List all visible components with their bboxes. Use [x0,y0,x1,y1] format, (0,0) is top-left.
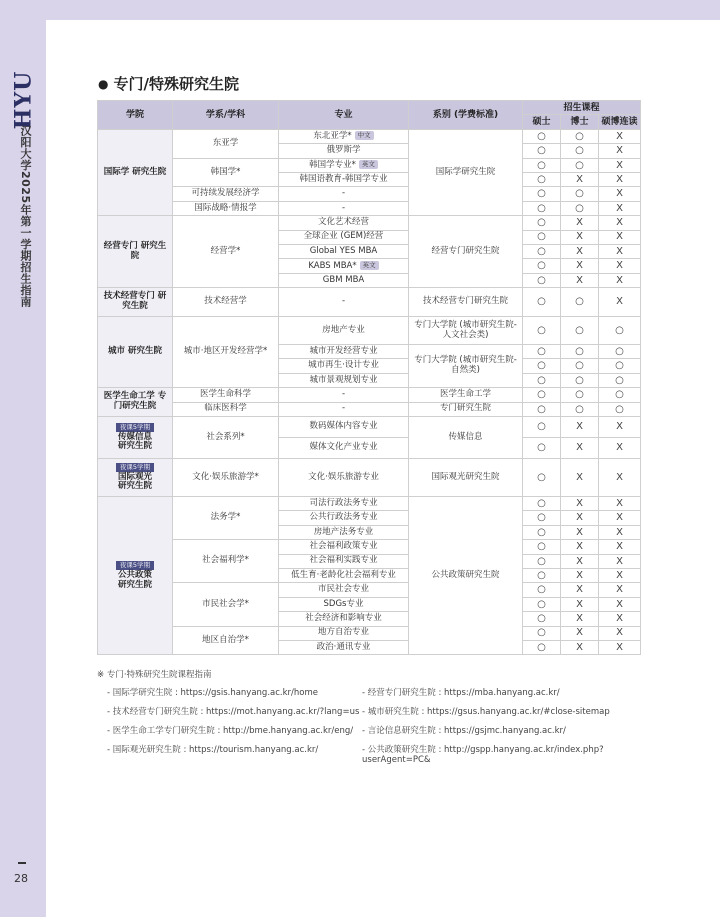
combined-mark: X [599,525,641,539]
doctor-mark: ○ [561,187,599,201]
major-cell: 文化艺术经营 [279,216,409,230]
table-row [98,459,641,497]
combined-mark: X [599,583,641,597]
master-mark: ○ [523,626,561,640]
master-mark: ○ [523,359,561,373]
major-cell: 市民社会专业 [279,583,409,597]
english-badge: 英文 [359,160,378,169]
major-cell: 全球企业 (GEM)经营 [279,230,409,244]
master-mark: ○ [523,129,561,143]
dept-cell: 韩国学* [173,158,279,187]
master-mark: ○ [523,583,561,597]
doctor-mark: X [561,417,599,438]
doctor-mark: ○ [561,373,599,387]
major-cell: 韩国学专业* 英文 [279,158,409,172]
combined-mark: X [599,417,641,438]
dept-cell: 社会福利学* [173,540,279,583]
combined-mark: X [599,568,641,582]
major-cell: 政治·通讯专业 [279,640,409,654]
english-badge: 英文 [360,261,379,270]
header-combined: 硕博连读 [599,115,641,129]
series-cell: 经营专门研究生院 [409,216,523,288]
combined-mark: X [599,144,641,158]
table-row [98,317,641,345]
header-master: 硕士 [523,115,561,129]
doctor-mark: X [561,511,599,525]
table-row [98,540,641,554]
section-title-text: 专门/特殊研究生院 [113,75,239,93]
hyu-logo: HYU [10,70,36,130]
combined-mark: X [599,201,641,215]
doctor-mark: X [561,259,599,273]
series-cell: 专门研究生院 [409,402,523,416]
notes-links [97,686,657,765]
major-cell: 数码媒体内容专业 [279,417,409,438]
doctor-mark: ○ [561,402,599,416]
combined-mark: X [599,626,641,640]
combined-mark: X [599,540,641,554]
master-mark: ○ [523,612,561,626]
major-cell: SDGs专业 [279,597,409,611]
night-badge: 夜课5学期 [116,423,154,432]
master-mark: ○ [523,259,561,273]
doctor-mark: X [561,626,599,640]
major-cell: 司法行政法务专业 [279,497,409,511]
master-mark: ○ [523,511,561,525]
table-row [98,417,641,438]
major-cell: KABS MBA* 英文 [279,259,409,273]
major-cell: - [279,201,409,215]
major-cell: 房地产法务专业 [279,525,409,539]
master-mark: ○ [523,597,561,611]
combined-mark: X [599,259,641,273]
combined-mark: X [599,230,641,244]
table-row [98,288,641,317]
master-mark: ○ [523,144,561,158]
doctor-mark: X [561,216,599,230]
master-mark: ○ [523,345,561,359]
major-cell: 房地产专业 [279,317,409,345]
table-row [98,201,641,215]
dept-cell: 国际战略·情报学 [173,201,279,215]
major-cell: 城市再生·设计专业 [279,359,409,373]
dept-cell: 社会系列* [173,417,279,459]
master-mark: ○ [523,317,561,345]
master-mark: ○ [523,554,561,568]
dept-cell: 法务学* [173,497,279,540]
table-row [98,187,641,201]
combined-mark: X [599,459,641,497]
major-cell: 文化·娱乐旅游专业 [279,459,409,497]
master-mark: ○ [523,459,561,497]
doctor-mark: X [561,554,599,568]
master-mark: ○ [523,540,561,554]
combined-mark: X [599,554,641,568]
doctor-mark: X [561,597,599,611]
top-color-band [0,0,720,20]
master-mark: ○ [523,373,561,387]
doctor-mark: X [561,273,599,287]
table-row [98,388,641,402]
section-title [98,73,239,94]
combined-mark: ○ [599,359,641,373]
major-cell: 东北亚学* 中文 [279,129,409,143]
doctor-mark: ○ [561,144,599,158]
master-mark: ○ [523,388,561,402]
doctor-mark: ○ [561,158,599,172]
combined-mark: X [599,597,641,611]
master-mark: ○ [523,216,561,230]
major-cell: - [279,288,409,317]
college-cell: 经营专门 研究生院 [98,216,173,288]
combined-mark: X [599,511,641,525]
doctor-mark: ○ [561,359,599,373]
master-mark: ○ [523,417,561,438]
header-doctor: 博士 [561,115,599,129]
master-mark: ○ [523,201,561,215]
combined-mark: X [599,216,641,230]
combined-mark: X [599,158,641,172]
major-cell: - [279,402,409,416]
table-row [98,158,641,172]
series-cell: 国际学研究生院 [409,129,523,215]
bullet-icon: ● [98,76,109,91]
dept-cell: 可持续发展经济学 [173,187,279,201]
link-gsjmc[interactable]: - 言论信息研究生院 : https://gsjmc.hanyang.ac.kr/ [362,726,566,736]
dept-cell: 文化·娱乐旅游学* [173,459,279,497]
college-name: 国际观光 研究生院 [117,471,152,492]
doctor-mark: X [561,525,599,539]
major-cell: 城市开发经营专业 [279,345,409,359]
college-cell [98,459,173,497]
major-cell: GBM MBA [279,273,409,287]
combined-mark: X [599,497,641,511]
major-cell: 韩国语教育-韩国学专业 [279,172,409,186]
dept-cell: 东亚学 [173,129,279,158]
major-cell: 俄罗斯学 [279,144,409,158]
doctor-mark: ○ [561,345,599,359]
doctor-mark: X [561,568,599,582]
master-mark: ○ [523,402,561,416]
combined-mark: X [599,640,641,654]
combined-mark: ○ [599,345,641,359]
combined-mark: ○ [599,388,641,402]
night-badge: 夜课5学期 [116,561,154,570]
master-mark: ○ [523,244,561,258]
major-cell: 地方自治专业 [279,626,409,640]
doctor-mark: X [561,438,599,459]
major-cell: Global YES MBA [279,244,409,258]
master-mark: ○ [523,568,561,582]
doctor-mark: X [561,640,599,654]
series-cell: 专门大学院 (城市研究生院-人文社会类) [409,317,523,345]
dept-cell: 市民社会学* [173,583,279,626]
doctor-mark: ○ [561,388,599,402]
college-cell: 医学生命工学 专门研究生院 [98,388,173,417]
header-series: 系别 (学费标准) [409,101,523,130]
college-cell: 技术经营专门 研究生院 [98,288,173,317]
doctor-mark: X [561,230,599,244]
link-gsis[interactable]: - 国际学研究生院 : https://gsis.hanyang.ac.kr/home [107,688,318,698]
header-college: 学院 [98,101,173,130]
master-mark: ○ [523,525,561,539]
master-mark: ○ [523,187,561,201]
series-cell: 技术经营专门研究生院 [409,288,523,317]
college-cell: 国际学 研究生院 [98,129,173,215]
combined-mark: X [599,612,641,626]
link-tourism[interactable]: - 国际观光研究生院 : https://tourism.hanyang.ac.kr/ [107,745,319,755]
guide-title-vertical: 汉阳大学2025年第一学期招生指南 [19,125,32,308]
notes-title: ※ 专门·特殊研究生院课程指南 [97,670,212,680]
dept-cell: 医学生命科学 [173,388,279,402]
major-cell: 城市景观规划专业 [279,373,409,387]
master-mark: ○ [523,497,561,511]
doctor-mark: X [561,540,599,554]
doctor-mark: ○ [561,129,599,143]
dept-cell: 城市·地区开发经营学* [173,317,279,388]
programs-table [97,100,641,655]
series-cell: 公共政策研究生院 [409,497,523,655]
doctor-mark: ○ [561,317,599,345]
major-cell: 社会福利政策专业 [279,540,409,554]
major-cell: - [279,388,409,402]
link-mba[interactable]: - 经营专门研究生院 : https://mba.hanyang.ac.kr/ [362,688,560,698]
link-gspp[interactable]: - 公共政策研究生院 : http://gspp.hanyang.ac.kr/index.php?userAgent=PC& [362,745,604,765]
master-mark: ○ [523,230,561,244]
combined-mark: ○ [599,317,641,345]
major-cell: 社会福利实践专业 [279,554,409,568]
dept-cell: 地区自治学* [173,626,279,655]
link-bme[interactable]: - 医学生命工学专门研究生院 : http://bme.hanyang.ac.kr/eng/ [107,726,354,736]
series-cell: 传媒信息 [409,417,523,459]
combined-mark: ○ [599,402,641,416]
doctor-mark: X [561,583,599,597]
college-name: 传媒信息 研究生院 [117,431,152,452]
doctor-mark: X [561,244,599,258]
college-cell [98,417,173,459]
combined-mark: X [599,244,641,258]
header-major: 专业 [279,101,409,130]
link-gsus[interactable]: - 城市研究生院 : https://gsus.hanyang.ac.kr/#close-sitemap [362,707,610,717]
chinese-badge: 中文 [355,131,374,140]
combined-mark: X [599,288,641,317]
doctor-mark: ○ [561,288,599,317]
college-cell [98,497,173,655]
combined-mark: X [599,187,641,201]
dept-cell: 经营学* [173,216,279,288]
course-guide-notes [97,668,657,765]
doctor-mark: X [561,612,599,626]
series-cell: 国际观光研究生院 [409,459,523,497]
page-number: 28 [14,872,28,885]
major-cell: 社会经济和影响专业 [279,612,409,626]
table-row [98,402,641,416]
series-cell: 医学生命工学 [409,388,523,402]
combined-mark: ○ [599,373,641,387]
doctor-mark: X [561,459,599,497]
combined-mark: X [599,438,641,459]
series-cell: 专门大学院 (城市研究生院-自然类) [409,345,523,388]
combined-mark: X [599,172,641,186]
header-dept: 学系/学科 [173,101,279,130]
night-badge: 夜课5学期 [116,463,154,472]
table-row [98,216,641,230]
table-row [98,129,641,143]
dept-cell: 临床医科学 [173,402,279,416]
doctor-mark: X [561,497,599,511]
master-mark: ○ [523,288,561,317]
page-marker [18,862,26,864]
table-row [98,626,641,640]
master-mark: ○ [523,172,561,186]
doctor-mark: X [561,172,599,186]
major-cell: 媒体文化产业专业 [279,438,409,459]
table-row [98,583,641,597]
table-row [98,497,641,511]
master-mark: ○ [523,640,561,654]
college-cell: 城市 研究生院 [98,317,173,388]
combined-mark: X [599,129,641,143]
header-programs: 招生课程 [523,101,641,115]
master-mark: ○ [523,158,561,172]
major-cell: - [279,187,409,201]
college-name: 公共政策 研究生院 [117,569,152,590]
combined-mark: X [599,273,641,287]
doctor-mark: ○ [561,201,599,215]
link-mot[interactable]: - 技术经营专门研究生院 : https://mot.hanyang.ac.kr/?lang=us [107,707,360,717]
dept-cell: 技术经营学 [173,288,279,317]
master-mark: ○ [523,438,561,459]
master-mark: ○ [523,273,561,287]
major-cell: 公共行政法务专业 [279,511,409,525]
major-cell: 低生育·老龄化社会福利专业 [279,568,409,582]
